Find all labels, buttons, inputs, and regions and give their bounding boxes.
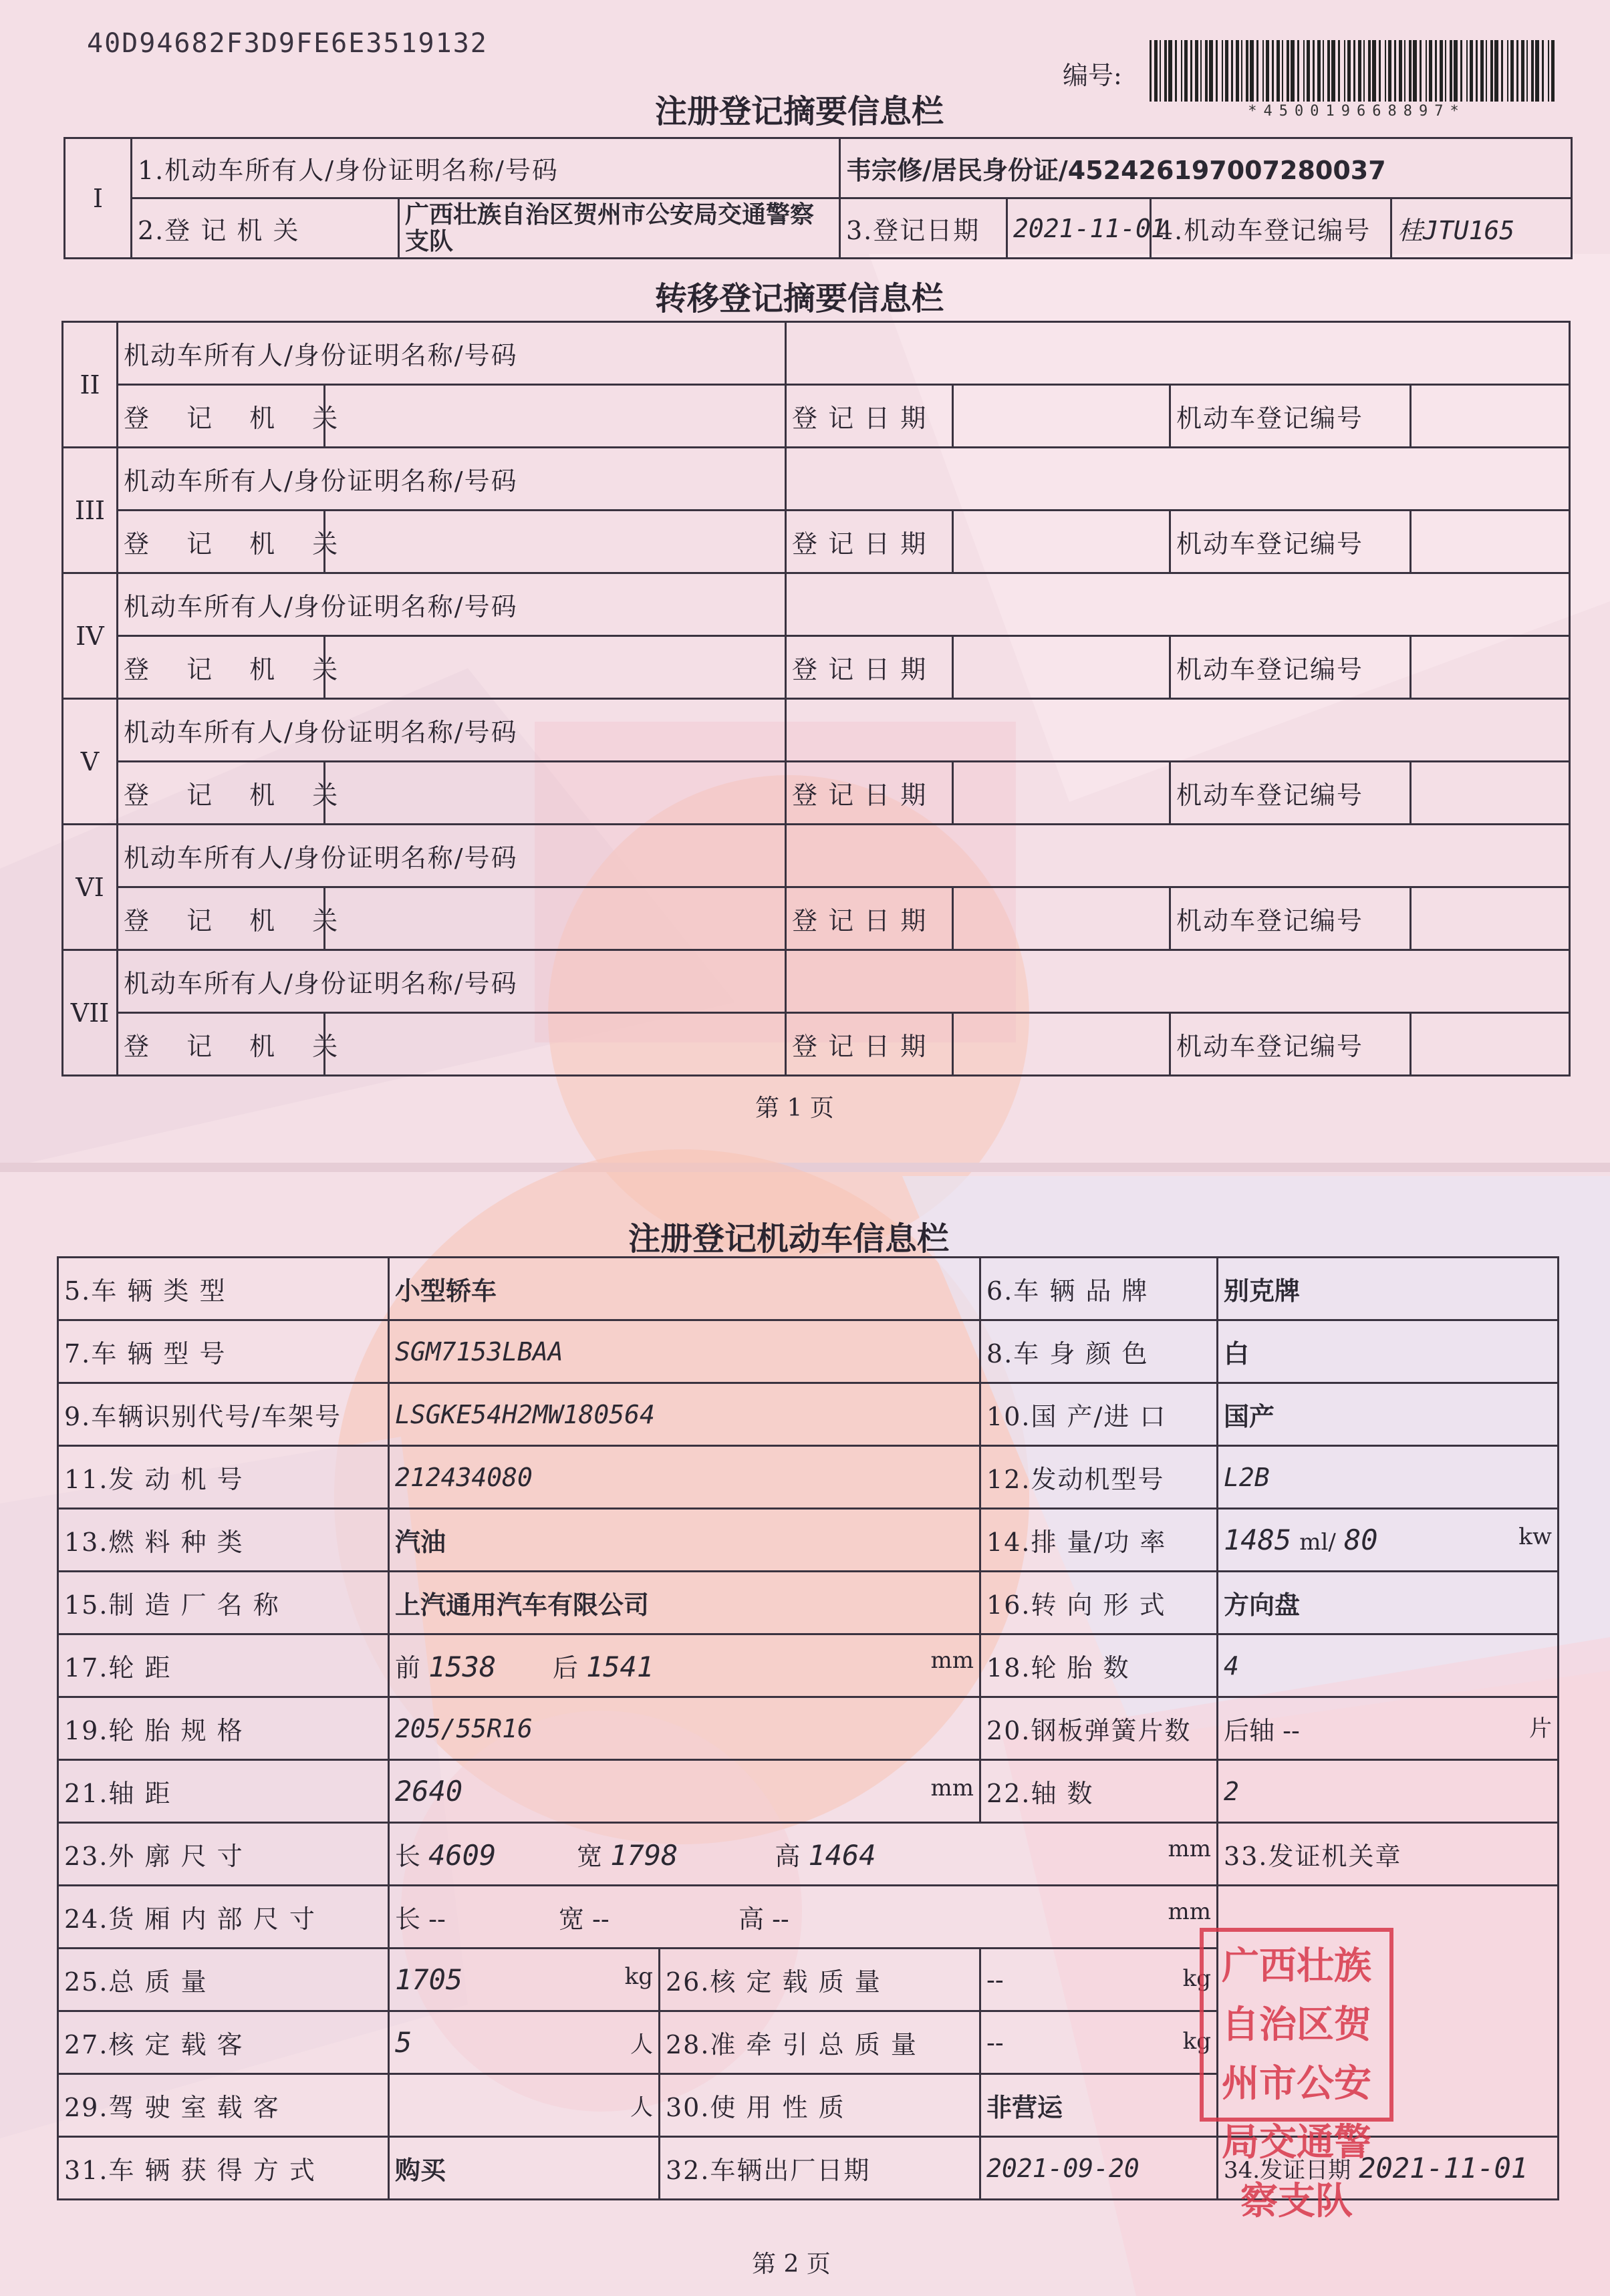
field-10-label: 10.国 产/进 口: [980, 1383, 1218, 1446]
field-12-value: L2B: [1218, 1446, 1559, 1509]
barcode-bar: [1282, 40, 1283, 102]
field-13-value: 汽油: [389, 1509, 980, 1572]
transfer-authority-label: 登 记 机 关: [118, 511, 325, 573]
barcode-bar: [1368, 40, 1371, 102]
transfer-regno-label: 机动车登记编号: [1170, 385, 1411, 448]
transfer-date-value: [953, 887, 1170, 950]
barcode-bar: [1385, 40, 1386, 102]
barcode-bar: [1246, 40, 1248, 102]
barcode-bar: [1154, 40, 1158, 102]
transfer-date-label: 登 记 日 期: [786, 385, 953, 448]
field-27-value: 5 人: [389, 2011, 660, 2074]
registration-summary-table: [63, 137, 1573, 259]
field-25-value: 1705 kg: [389, 1949, 660, 2011]
transfer-summary-title: 转移登记摘要信息栏: [655, 280, 944, 317]
transfer-regno-value: [1411, 511, 1570, 573]
transfer-regno-label: 机动车登记编号: [1170, 511, 1411, 573]
regno-value: 桂JTU165: [1391, 198, 1572, 259]
barcode-bar: [1287, 40, 1289, 102]
barcode-bar: [1222, 40, 1223, 102]
registration-summary-title: 注册登记摘要信息栏: [655, 93, 944, 130]
transfer-authority-label: 登 记 机 关: [118, 762, 325, 825]
transfer-authority-label: 登 记 机 关: [118, 887, 325, 950]
barcode-bar: [1168, 40, 1172, 102]
transfer-authority-value: [325, 385, 786, 448]
field-13-label: 13.燃 料 种 类: [58, 1509, 389, 1572]
field-11-label: 11.发 动 机 号: [58, 1446, 389, 1509]
barcode-bar: [1209, 40, 1213, 102]
field-22-value: 2: [1218, 1760, 1559, 1823]
barcode-bar: [1266, 40, 1269, 102]
barcode-bar: [1548, 40, 1549, 102]
transfer-owner-value: [786, 322, 1570, 385]
transfer-regno-value: [1411, 385, 1570, 448]
transfer-regno-label: 机动车登记编号: [1170, 762, 1411, 825]
field-24-value: 长 -- 宽 -- 高 -- mm: [389, 1886, 1218, 1949]
barcode-bar: [1379, 40, 1381, 102]
barcode-bar: [1516, 40, 1518, 102]
field-32-value: 2021-09-20: [980, 2137, 1218, 2200]
field-14-value: 1485 ml/ 80 kw: [1218, 1509, 1559, 1572]
transfer-roman: VII: [63, 950, 118, 1076]
barcode-bar: [1160, 40, 1161, 102]
field-16-label: 16.转 向 形 式: [980, 1572, 1218, 1634]
barcode-bar: [1404, 40, 1405, 102]
field-30-value: 非营运: [980, 2074, 1218, 2137]
barcode-bar: [1344, 40, 1345, 102]
barcode-bar: [1225, 40, 1228, 102]
field-8-value: 白: [1218, 1320, 1559, 1383]
field-22-label: 22.轴 数: [980, 1760, 1218, 1823]
field-31-value: 购买: [389, 2137, 660, 2200]
transfer-authority-value: [325, 511, 786, 573]
barcode-bar: [1358, 40, 1361, 102]
transfer-owner-row: [63, 573, 1570, 636]
field-34: 34.发证日期 2021-11-01: [1218, 2137, 1559, 2200]
field-16-value: 方向盘: [1218, 1572, 1559, 1634]
field-21-value: 2640 mm: [389, 1760, 980, 1823]
barcode-bar: [1216, 40, 1218, 102]
field-28-value: -- kg: [980, 2011, 1218, 2074]
field-9-label: 9.车辆识别代号/车架号: [58, 1383, 389, 1446]
transfer-owner-row: [63, 448, 1570, 511]
transfer-roman: V: [63, 699, 118, 825]
date-value: 2021-11-01: [1007, 198, 1151, 259]
transfer-date-value: [953, 636, 1170, 699]
page-number-2: 第 2 页: [752, 2251, 831, 2278]
barcode-bar: [1190, 40, 1192, 102]
transfer-authority-label: 登 记 机 关: [118, 636, 325, 699]
barcode: [1150, 40, 1564, 120]
transfer-owner-label: 机动车所有人/身份证明名称/号码: [118, 699, 786, 762]
transfer-regno-value: [1411, 1013, 1570, 1076]
transfer-owner-value: [786, 950, 1570, 1013]
field-25-label: 25.总 质 量: [58, 1949, 389, 2011]
authority-value: 广西壮族自治区贺州市公安局交通警察支队: [399, 198, 840, 259]
barcode-bar: [1476, 40, 1478, 102]
barcode-bar: [1262, 40, 1264, 102]
barcode-bar: [1175, 40, 1177, 102]
barcode-bar: [1372, 40, 1376, 102]
barcode-bar: [1347, 40, 1351, 102]
section-roman: I: [65, 138, 132, 259]
field-29-label: 29.驾 驶 室 载 客: [58, 2074, 389, 2137]
barcode-bar: [1466, 40, 1468, 102]
date-label: 3.登记日期: [840, 198, 1007, 259]
transfer-authority-label: 登 记 机 关: [118, 385, 325, 448]
transfer-owner-value: [786, 825, 1570, 887]
transfer-owner-row: [63, 699, 1570, 762]
transfer-owner-value: [786, 573, 1570, 636]
barcode-bar: [1480, 40, 1484, 102]
transfer-owner-label: 机动车所有人/身份证明名称/号码: [118, 825, 786, 887]
transfer-date-value: [953, 511, 1170, 573]
transfer-owner-label: 机动车所有人/身份证明名称/号码: [118, 448, 786, 511]
barcode-bar: [1323, 40, 1324, 102]
barcode-bar: [1317, 40, 1321, 102]
field-5-value: 小型轿车: [389, 1258, 980, 1320]
barcode-bar: [1353, 40, 1355, 102]
transfer-detail-row: [63, 887, 1570, 950]
barcode-bar: [1256, 40, 1258, 102]
transfer-date-value: [953, 1013, 1170, 1076]
field-12-label: 12.发动机型号: [980, 1446, 1218, 1509]
transfer-date-label: 登 记 日 期: [786, 1013, 953, 1076]
barcode-bar: [1313, 40, 1315, 102]
transfer-authority-label: 登 记 机 关: [118, 1013, 325, 1076]
barcode-bar: [1150, 40, 1152, 102]
field-15-label: 15.制 造 厂 名 称: [58, 1572, 389, 1634]
barcode-bar: [1231, 40, 1233, 102]
transfer-roman: II: [63, 322, 118, 448]
barcode-bar: [1450, 40, 1452, 102]
field-5-label: 5.车 辆 类 型: [58, 1258, 389, 1320]
barcode-bar: [1551, 40, 1555, 102]
issuing-authority-stamp: 广西壮族自治区贺州市公安局交通警察支队: [1200, 1928, 1393, 2122]
transfer-owner-label: 机动车所有人/身份证明名称/号码: [118, 573, 786, 636]
barcode-bar: [1181, 40, 1182, 102]
field-8-label: 8.车 身 颜 色: [980, 1320, 1218, 1383]
transfer-roman: III: [63, 448, 118, 573]
barcode-bar: [1184, 40, 1188, 102]
barcode-bar: [1440, 40, 1443, 102]
field-15-value: 上汽通用汽车有限公司: [389, 1572, 980, 1634]
transfer-date-label: 登 记 日 期: [786, 511, 953, 573]
barcode-bar: [1250, 40, 1254, 102]
transfer-regno-value: [1411, 887, 1570, 950]
field-27-label: 27.核 定 载 客: [58, 2011, 389, 2074]
barcode-bar: [1409, 40, 1412, 102]
transfer-detail-row: [63, 762, 1570, 825]
barcode-bar: [1164, 40, 1167, 102]
barcode-bar: [1490, 40, 1493, 102]
barcode-label: 编号:: [1063, 61, 1122, 90]
barcode-bar: [1394, 40, 1396, 102]
barcode-bar: [1470, 40, 1473, 102]
transfer-owner-label: 机动车所有人/身份证明名称/号码: [118, 322, 786, 385]
owner-value: 韦宗修/居民身份证/452426197007280037: [840, 138, 1572, 198]
barcode-bar: [1272, 40, 1274, 102]
transfer-date-label: 登 记 日 期: [786, 887, 953, 950]
barcode-bar: [1241, 40, 1242, 102]
barcode-bar: [1303, 40, 1305, 102]
barcode-bar: [1435, 40, 1437, 102]
barcode-bar: [1236, 40, 1239, 102]
barcode-bar: [1331, 40, 1335, 102]
barcode-bar: [1521, 40, 1524, 102]
field-31-label: 31.车 辆 获 得 方 式: [58, 2137, 389, 2200]
barcode-bars: [1150, 40, 1564, 102]
transfer-owner-row: [63, 950, 1570, 1013]
field-18-label: 18.轮 胎 数: [980, 1634, 1218, 1697]
field-24-label: 24.货 厢 内 部 尺 寸: [58, 1886, 389, 1949]
field-9-value: LSGKE54H2MW180564: [389, 1383, 980, 1446]
field-17-label: 17.轮 距: [58, 1634, 389, 1697]
transfer-date-label: 登 记 日 期: [786, 636, 953, 699]
field-6-label: 6.车 辆 品 牌: [980, 1258, 1218, 1320]
barcode-bar: [1200, 40, 1202, 102]
transfer-date-value: [953, 385, 1170, 448]
transfer-owner-value: [786, 699, 1570, 762]
vehicle-info-title: 注册登记机动车信息栏: [628, 1220, 950, 1258]
transfer-roman: VI: [63, 825, 118, 950]
transfer-authority-value: [325, 762, 786, 825]
transfer-regno-label: 机动车登记编号: [1170, 887, 1411, 950]
field-21-label: 21.轴 距: [58, 1760, 389, 1823]
barcode-bar: [1454, 40, 1458, 102]
barcode-bar: [1507, 40, 1508, 102]
document-serial: 40D94682F3D9FE6E3519132: [87, 28, 488, 59]
barcode-bar: [1291, 40, 1295, 102]
transfer-authority-value: [325, 1013, 786, 1076]
transfer-detail-row: [63, 1013, 1570, 1076]
barcode-bar: [1501, 40, 1503, 102]
transfer-owner-value: [786, 448, 1570, 511]
barcode-bar: [1195, 40, 1198, 102]
barcode-bar: [1205, 40, 1208, 102]
field-6-value: 别克牌: [1218, 1258, 1559, 1320]
barcode-bar: [1486, 40, 1487, 102]
barcode-bar: [1413, 40, 1417, 102]
barcode-bar: [1510, 40, 1514, 102]
barcode-bar: [1460, 40, 1462, 102]
field-23-label: 23.外 廓 尺 寸: [58, 1823, 389, 1886]
barcode-bar: [1338, 40, 1340, 102]
barcode-bar: [1531, 40, 1534, 102]
field-7-label: 7.车 辆 型 号: [58, 1320, 389, 1383]
barcode-bar: [1535, 40, 1539, 102]
transfer-owner-row: [63, 825, 1570, 887]
barcode-bar: [1388, 40, 1391, 102]
transfer-summary-table: [61, 321, 1571, 1077]
barcode-bar: [1363, 40, 1365, 102]
field-19-value: 205/55R16: [389, 1697, 980, 1760]
authority-label: 2.登 记 机 关: [132, 198, 399, 259]
transfer-authority-value: [325, 636, 786, 699]
barcode-bar: [1297, 40, 1299, 102]
page-number-1: 第 1 页: [755, 1095, 834, 1122]
barcode-bar: [1420, 40, 1422, 102]
regno-label: 4.机动车登记编号: [1151, 198, 1391, 259]
transfer-owner-label: 机动车所有人/身份证明名称/号码: [118, 950, 786, 1013]
field-14-label: 14.排 量/功 率: [980, 1509, 1218, 1572]
barcode-bar: [1429, 40, 1432, 102]
field-32-label: 32.车辆出厂日期: [660, 2137, 980, 2200]
barcode-bar: [1542, 40, 1544, 102]
barcode-bar: [1445, 40, 1446, 102]
field-20-value: 后轴 -- 片: [1218, 1697, 1559, 1760]
field-23-value: 长 4609 宽 1798 高 1464 mm: [389, 1823, 1218, 1886]
field-17-value: 前 1538 后 1541 mm: [389, 1634, 980, 1697]
field-26-label: 26.核 定 载 质 量: [660, 1949, 980, 2011]
owner-label: 1.机动车所有人/身份证明名称/号码: [132, 138, 840, 198]
field-19-label: 19.轮 胎 规 格: [58, 1697, 389, 1760]
transfer-detail-row: [63, 385, 1570, 448]
transfer-date-value: [953, 762, 1170, 825]
transfer-detail-row: [63, 636, 1570, 699]
barcode-bar: [1327, 40, 1330, 102]
transfer-detail-row: [63, 511, 1570, 573]
field-11-value: 212434080: [389, 1446, 980, 1509]
field-18-value: 4: [1218, 1634, 1559, 1697]
field-30-label: 30.使 用 性 质: [660, 2074, 980, 2137]
barcode-bar: [1426, 40, 1427, 102]
barcode-bar: [1526, 40, 1528, 102]
field-20-label: 20.钢板弹簧片数: [980, 1697, 1218, 1760]
barcode-number: *450019668897*: [1248, 103, 1466, 120]
barcode-bar: [1399, 40, 1402, 102]
field-10-value: 国产: [1218, 1383, 1559, 1446]
barcode-bar: [1277, 40, 1280, 102]
transfer-regno-label: 机动车登记编号: [1170, 636, 1411, 699]
transfer-regno-value: [1411, 762, 1570, 825]
field-26-value: -- kg: [980, 1949, 1218, 2011]
transfer-roman: IV: [63, 573, 118, 699]
transfer-date-label: 登 记 日 期: [786, 762, 953, 825]
transfer-regno-label: 机动车登记编号: [1170, 1013, 1411, 1076]
field-33-label: 33.发证机关章: [1218, 1823, 1559, 1886]
field-29-value: 人: [389, 2074, 660, 2137]
transfer-owner-row: [63, 322, 1570, 385]
transfer-regno-value: [1411, 636, 1570, 699]
barcode-bar: [1307, 40, 1310, 102]
field-28-label: 28.准 牵 引 总 质 量: [660, 2011, 980, 2074]
barcode-bar: [1494, 40, 1498, 102]
transfer-authority-value: [325, 887, 786, 950]
field-7-value: SGM7153LBAA: [389, 1320, 980, 1383]
